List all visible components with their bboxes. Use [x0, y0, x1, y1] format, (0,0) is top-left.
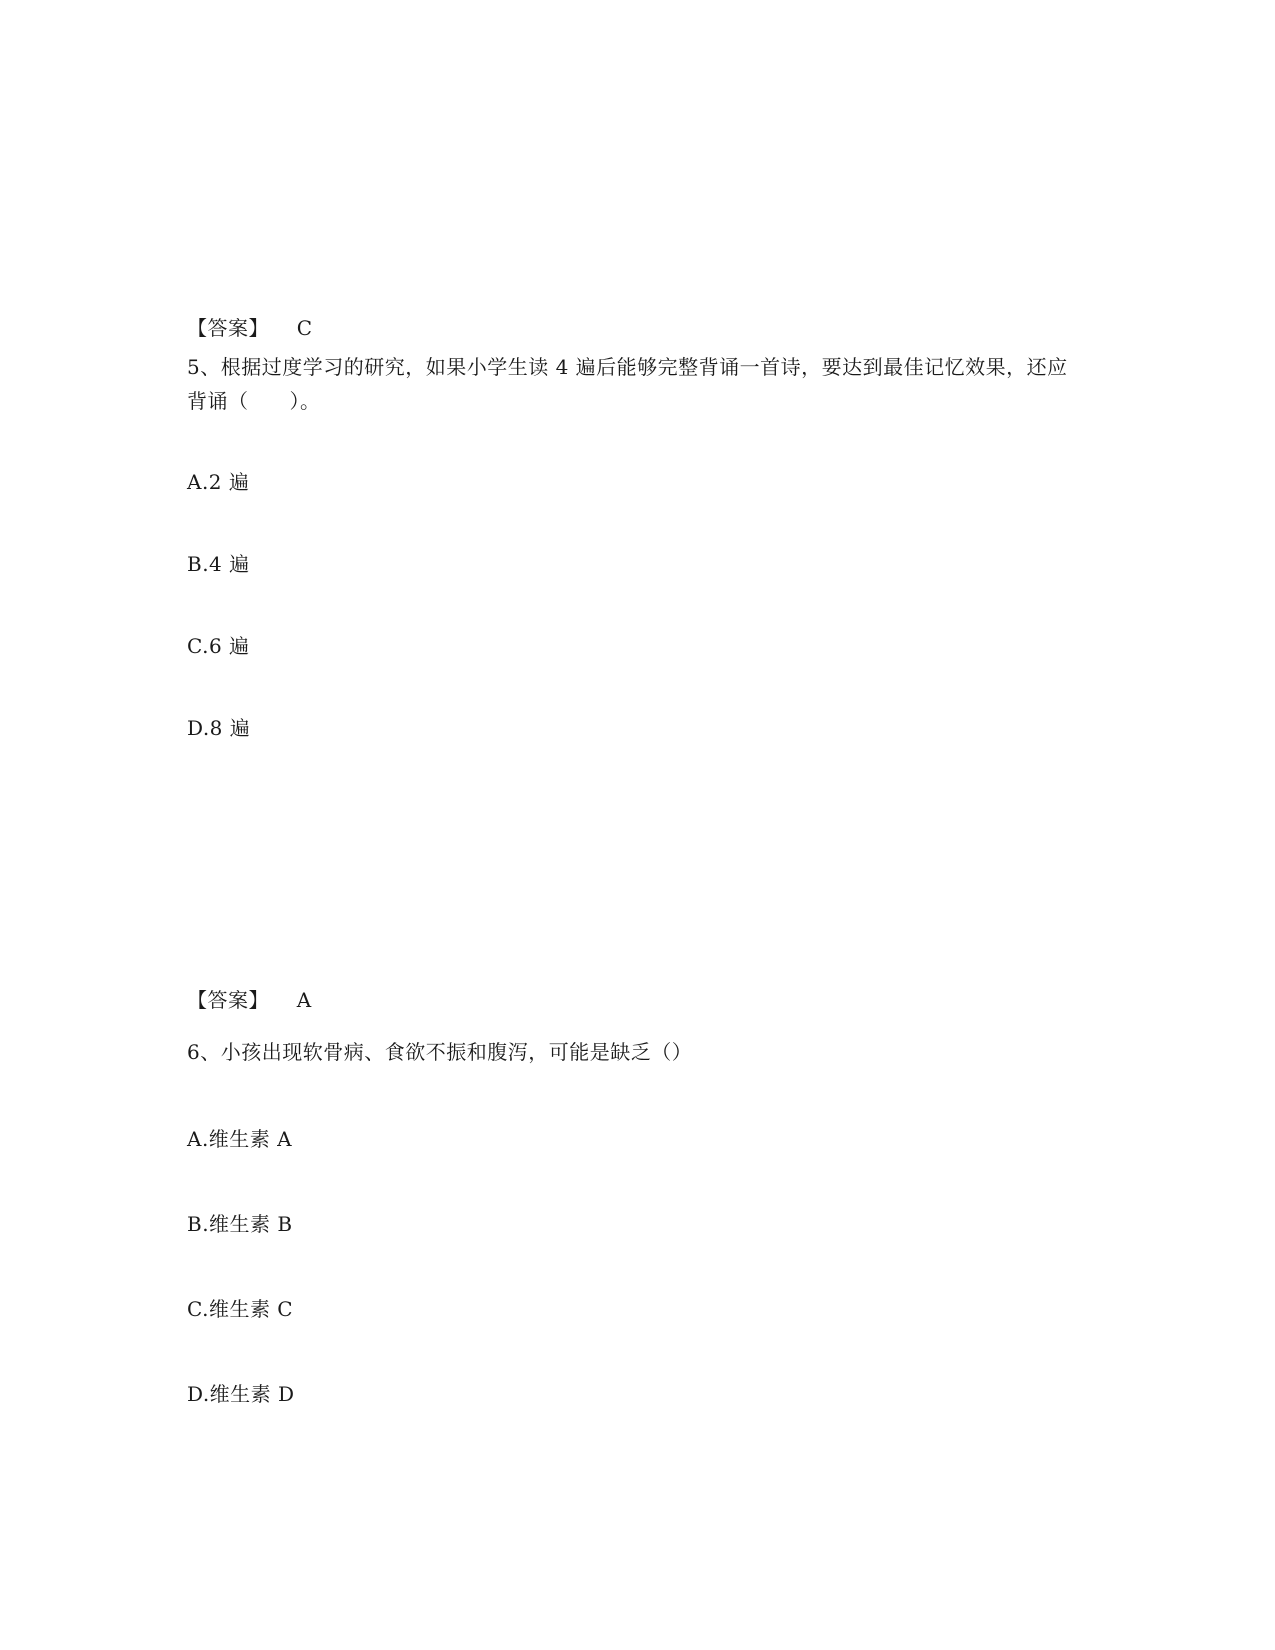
question-6-option-c: C.维生素 C: [187, 1297, 294, 1321]
question-6-option-a: A.维生素 A: [187, 1127, 293, 1151]
question-5-option-b: B.4 遍: [187, 552, 250, 576]
question-5-stem: 5、根据过度学习的研究，如果小学生读 4 遍后能够完整背诵一首诗，要达到最佳记忆效果，还应背诵（ ）。: [187, 355, 1068, 413]
question-5-option-d: D.8 遍: [187, 716, 251, 740]
answer-value: C: [296, 316, 313, 340]
question-6-stem: 6、小孩出现软骨病、食欲不振和腹泻，可能是缺乏（）: [187, 1040, 693, 1064]
answer-label: 【答案】: [187, 988, 269, 1012]
question-6-option-b: B.维生素 B: [187, 1212, 293, 1236]
answer-label: 【答案】: [187, 316, 269, 340]
answer-value: A: [296, 988, 312, 1012]
question-5-option-c: C.6 遍: [187, 634, 250, 658]
question-5-option-a: A.2 遍: [187, 470, 250, 494]
question-6-option-d: D.维生素 D: [187, 1382, 295, 1406]
answer-line-q4: [187, 315, 313, 341]
answer-line-q5: [187, 987, 312, 1013]
